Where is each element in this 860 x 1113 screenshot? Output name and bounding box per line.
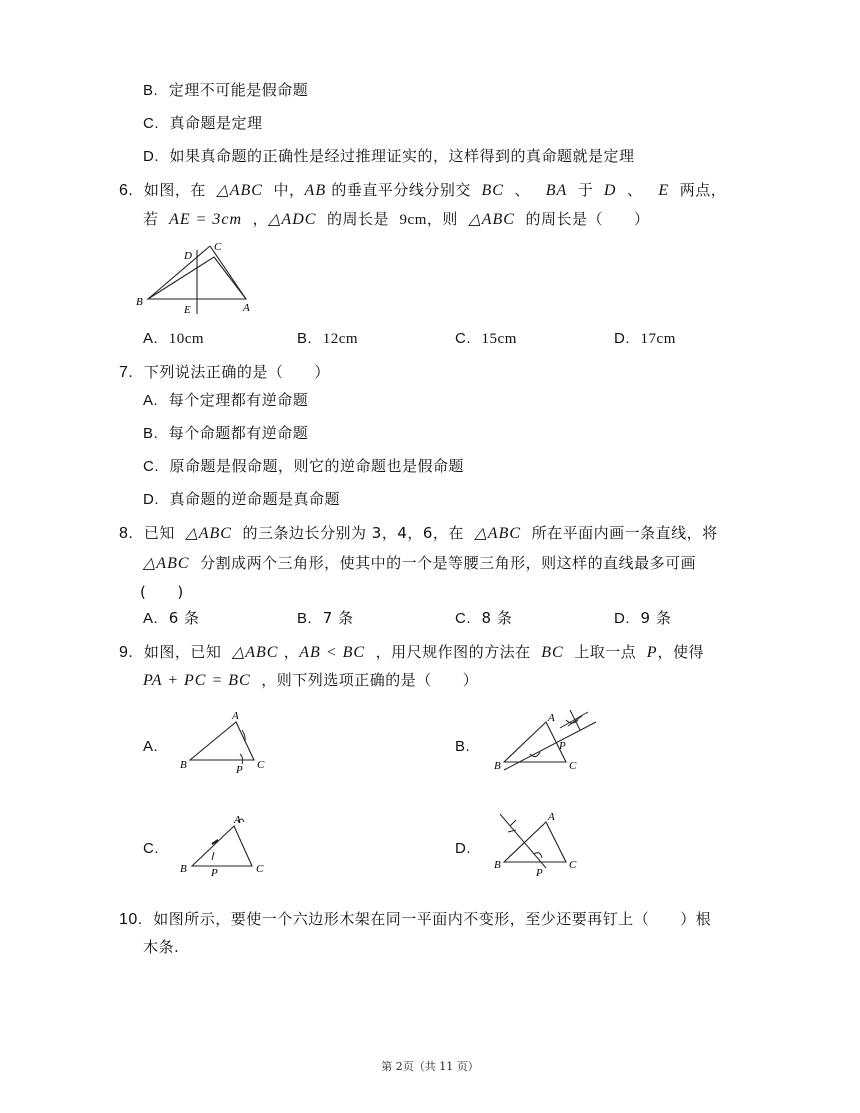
q6-label-a: A <box>243 302 250 314</box>
q9b-label-b: B <box>494 760 501 772</box>
q9a-label-a: A <box>232 710 239 722</box>
q9d-label-a: A <box>548 811 555 823</box>
q7-option-a: A. 每个定理都有逆命题 <box>143 391 309 409</box>
q5-option-c: C. 真命题是定理 <box>143 114 263 132</box>
q9d-label-c: C <box>569 859 577 871</box>
q6-option-b: B. 12cm <box>297 330 359 347</box>
q9-stem-line1: 9. 如图，已知 △ABC ，AB < BC ，用尺规作图的方法在 BC 上取一点 P，使得 <box>119 643 705 661</box>
q9b-label-p: P <box>559 740 566 752</box>
q9-option-a-label: A. <box>143 738 159 755</box>
q8-option-d: D. 9 条 <box>614 609 672 627</box>
q9a-label-b: B <box>180 759 187 771</box>
q9d-label-b: B <box>494 859 501 871</box>
q7-option-c: C. 原命题是假命题，则它的逆命题也是假命题 <box>143 457 465 475</box>
page-footer: 第 2页（共 11 页） <box>381 1060 479 1073</box>
q9c-label-c: C <box>256 863 264 875</box>
q9d-label-p: P <box>536 867 543 879</box>
q9-option-c-figure <box>178 810 278 882</box>
q9-option-b-figure <box>490 708 605 778</box>
q8-option-b: B. 7 条 <box>297 609 354 627</box>
q5-option-b: B. 定理不可能是假命题 <box>143 81 309 99</box>
q8-stem-line1: 8. 已知 △ABC 的三条边长分别为 3，4，6，在 △ABC 所在平面内画一条直线，将 <box>119 524 718 542</box>
q9-stem-line2: PA + PC = BC ，则下列选项正确的是（ ） <box>143 671 479 689</box>
q9c-label-b: B <box>180 863 187 875</box>
q9-option-a-figure <box>178 706 278 778</box>
q6-option-a: A. 10cm <box>143 330 205 347</box>
q9a-label-p: P <box>236 764 243 776</box>
q10-stem-line1: 10. 如图所示，要使一个六边形木架在同一平面内不变形，至少还要再钉上（ ）根 <box>119 910 712 928</box>
q9a-label-c: C <box>257 759 265 771</box>
q9-option-d-figure <box>490 808 590 882</box>
q9-option-b-label: B. <box>455 738 471 755</box>
q7-option-d: D. 真命题的逆命题是真命题 <box>143 490 341 508</box>
q6-label-c: C <box>214 241 222 253</box>
q10-stem-line2: 木条. <box>143 938 180 956</box>
q7-option-b: B. 每个命题都有逆命题 <box>143 424 309 442</box>
q6-label-e: E <box>184 304 191 316</box>
q9c-label-p: P <box>211 867 218 879</box>
q9b-label-a: A <box>548 712 555 724</box>
q6-stem-line2: 若 AE = 3cm ，△ADC 的周长是 9cm，则 △ABC 的周长是（ ） <box>143 210 650 228</box>
q9b-label-c: C <box>569 760 577 772</box>
q6-label-b: B <box>136 296 143 308</box>
q8-option-c: C. 8 条 <box>455 609 513 627</box>
q9-option-d-label: D. <box>455 840 471 857</box>
q7-stem: 7. 下列说法正确的是（ ） <box>119 363 330 381</box>
q8-stem-line3: ( ) <box>140 583 184 601</box>
q6-label-d: D <box>184 250 192 262</box>
q6-stem-line1: 6. 如图，在 △ABC 中，AB 的垂直平分线分别交 BC 、 BA 于 D 、 E 两点， <box>119 181 727 199</box>
q9-option-c-label: C. <box>143 840 159 857</box>
q8-stem-line2: △ABC 分割成两个三角形，使其中的一个是等腰三角形，则这样的直线最多可画 <box>143 554 697 572</box>
q6-triangle-figure <box>134 238 256 318</box>
q6-option-d: D. 17cm <box>614 330 676 347</box>
q6-option-c: C. 15cm <box>455 330 517 347</box>
q8-option-a: A. 6 条 <box>143 609 200 627</box>
q5-option-d: D. 如果真命题的正确性是经过推理证实的，这样得到的真命题就是定理 <box>143 147 635 165</box>
q9c-label-a: A <box>234 814 241 826</box>
